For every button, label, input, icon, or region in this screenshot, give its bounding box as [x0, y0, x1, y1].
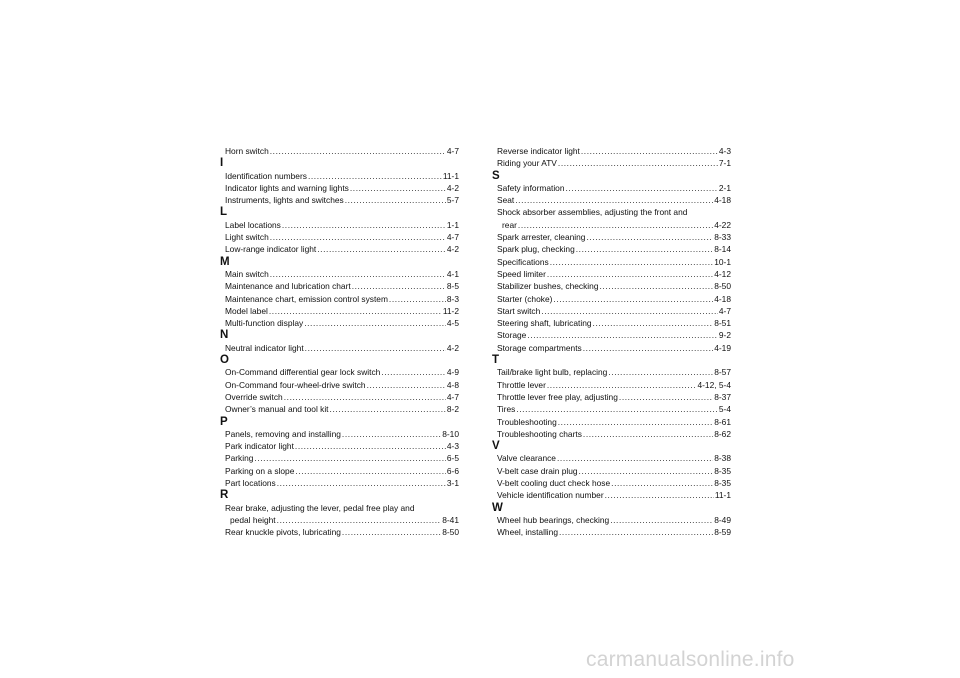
index-entry-page: 10-1 — [714, 256, 731, 267]
index-entry-page: 8-35 — [714, 465, 731, 476]
dot-leader — [342, 428, 441, 440]
index-entry-text: Spark plug, checking — [497, 244, 575, 255]
index-entry-text: Low-range indicator light — [225, 244, 317, 255]
dot-leader — [308, 170, 442, 182]
index-entry-text: Reverse indicator light — [497, 146, 580, 156]
index-entry — [225, 342, 459, 354]
index-entry — [497, 416, 731, 428]
index-entry-page: 8-5 — [446, 281, 459, 292]
index-entry — [497, 514, 731, 526]
index-entry-page: 4-5 — [446, 318, 459, 329]
dot-leader — [330, 403, 446, 415]
dot-leader — [352, 280, 446, 292]
index-entry-page: 11-1 — [714, 490, 731, 501]
index-entry — [225, 428, 459, 440]
index-entry-page: 8-59 — [714, 527, 731, 538]
index-entry-text: Storage — [497, 330, 527, 341]
index-entry — [225, 465, 459, 477]
index-entry-page: 4-7 — [446, 391, 459, 402]
dot-leader — [608, 366, 713, 378]
index-entry-page: 8-14 — [714, 244, 731, 255]
index-letter-heading: V — [492, 440, 500, 453]
index-entry — [497, 145, 731, 157]
index-entry-text: Light switch — [225, 232, 269, 243]
index-entry-text: Valve clearance — [497, 453, 556, 464]
dot-leader — [305, 342, 446, 354]
index-entry-page: 3-1 — [446, 478, 459, 489]
index-entry-text: Specifications — [497, 256, 549, 267]
index-entry — [497, 465, 731, 477]
index-entry-page: 4-2 — [446, 342, 459, 353]
dot-leader — [550, 256, 714, 268]
dot-leader — [553, 293, 713, 305]
index-entry — [497, 379, 731, 391]
dot-leader — [605, 489, 714, 501]
index-entry — [225, 182, 459, 194]
index-entry-page: 11-2 — [442, 305, 459, 316]
index-entry — [497, 526, 731, 538]
dot-leader — [547, 379, 697, 391]
dot-leader — [611, 477, 713, 489]
index-entry — [225, 305, 459, 317]
dot-leader — [295, 465, 446, 477]
index-entry-text: Tires — [497, 404, 516, 415]
index-entry-text: Identification numbers — [225, 170, 307, 181]
dot-leader — [558, 157, 718, 169]
dot-leader — [277, 477, 446, 489]
index-entry — [225, 145, 459, 157]
dot-leader — [558, 416, 713, 428]
dot-leader — [593, 317, 714, 329]
index-entry — [497, 280, 731, 292]
index-entry-text: Rear knuckle pivots, lubricating — [225, 527, 341, 538]
dot-leader — [295, 440, 446, 452]
index-entry-page: 4-9 — [446, 367, 459, 378]
index-entry-text: Throttle lever free play, adjusting — [497, 391, 618, 402]
index-entry-text: Parking on a slope — [225, 465, 295, 476]
index-entry-page: 6-5 — [446, 453, 459, 464]
index-entry-text: Riding your ATV — [497, 158, 557, 169]
index-entry-text: Troubleshooting — [497, 416, 557, 427]
index-letter-heading: I — [220, 157, 224, 170]
dot-leader — [304, 317, 446, 329]
index-entry-text: Model label — [225, 305, 268, 316]
index-entry-text: Label locations — [225, 219, 281, 230]
index-entry-text: Multi-function display — [225, 318, 304, 329]
index-entry — [225, 194, 459, 206]
index-entry-page: 8-35 — [714, 478, 731, 489]
index-entry-text: Steering shaft, lubricating — [497, 318, 592, 329]
dot-leader — [583, 428, 713, 440]
index-letter-heading: M — [220, 255, 230, 268]
index-letter-heading: S — [492, 169, 500, 182]
dot-leader — [619, 391, 713, 403]
index-entry-page: 4-2 — [446, 244, 459, 255]
index-entry-page: 2-1 — [718, 182, 731, 193]
index-entry — [497, 329, 731, 341]
index-entry-page: 8-33 — [714, 232, 731, 243]
index-entry-text: Neutral indicator light — [225, 342, 304, 353]
dot-leader — [516, 403, 718, 415]
dot-leader — [559, 526, 713, 538]
dot-leader — [600, 280, 714, 292]
dot-leader — [282, 219, 446, 231]
dot-leader — [518, 219, 713, 231]
index-entry-page: 4-18 — [714, 195, 731, 206]
index-entry-page: 8-49 — [714, 514, 731, 525]
index-entry-text: Wheel, installing — [497, 527, 558, 538]
index-entry-page: 8-38 — [714, 453, 731, 464]
dot-leader — [284, 391, 446, 403]
index-entry-page: 8-10 — [442, 428, 459, 439]
index-entry-text: Horn switch — [225, 146, 269, 156]
index-entry-text: Wheel hub bearings, checking — [497, 514, 610, 525]
dot-leader — [342, 526, 441, 538]
index-entry — [225, 268, 459, 280]
index-entry-text: Storage compartments — [497, 342, 582, 353]
index-entry — [225, 391, 459, 403]
index-entry-page: 4-18 — [714, 293, 731, 304]
index-entry-page: 4-7 — [446, 146, 459, 156]
index-entry-text: Part locations — [225, 478, 276, 489]
index-entry-page: 8-3 — [446, 293, 459, 304]
index-entry-page: 4-3 — [446, 441, 459, 452]
dot-leader — [350, 182, 446, 194]
dot-leader — [367, 379, 446, 391]
index-entry — [497, 366, 731, 378]
index-column-left — [220, 145, 459, 539]
index-entry-text: Troubleshooting charts — [497, 428, 582, 439]
dot-leader — [579, 465, 714, 477]
index-entry-page: 8-41 — [442, 514, 459, 525]
index-entry-page: 5-7 — [446, 195, 459, 206]
index-entry — [225, 452, 459, 464]
index-entry-text: Main switch — [225, 268, 269, 279]
index-entry-page: 4-22 — [714, 219, 731, 230]
watermark: carmanualsonline.info — [586, 648, 795, 671]
index-letter-heading: O — [220, 354, 229, 367]
index-entry-page: 8-51 — [714, 318, 731, 329]
index-entry-page: 11-1 — [442, 170, 459, 181]
index-entry — [497, 391, 731, 403]
dot-leader — [583, 342, 714, 354]
index-entry-text: V-belt cooling duct check hose — [497, 478, 611, 489]
index-entry — [497, 317, 731, 329]
index-entry-page: 9-2 — [718, 330, 731, 341]
dot-leader — [269, 305, 442, 317]
index-letter-heading: R — [220, 489, 229, 502]
index-entry-text: Stabilizer bushes, checking — [497, 281, 599, 292]
index-entry-page: 8-62 — [714, 428, 731, 439]
index-entry-page: 1-1 — [446, 219, 459, 230]
index-letter-heading: L — [220, 206, 228, 219]
index-entry-text: Park indicator light — [225, 441, 294, 452]
index-entry — [497, 452, 731, 464]
dot-leader — [586, 231, 713, 243]
index-entry-text: Indicator lights and warning lights — [225, 182, 349, 193]
index-entry-text: Spark arrester, cleaning — [497, 232, 586, 243]
index-entry-page: 4-3 — [718, 146, 731, 156]
dot-leader — [557, 452, 713, 464]
index-entry-page: 4-2 — [446, 182, 459, 193]
index-entry-text: Parking — [225, 453, 254, 464]
index-entry-page: 4-8 — [446, 379, 459, 390]
index-entry-text: Owner’s manual and tool kit — [225, 404, 329, 415]
index-entry — [497, 268, 731, 280]
index-entry-text: Maintenance chart, emission control system — [225, 293, 388, 304]
index-entry-page: 4-19 — [714, 342, 731, 353]
index-entry — [225, 366, 459, 378]
index-entry-page: 4-7 — [718, 305, 731, 316]
index-entry — [225, 526, 459, 538]
index-entry-text: Starter (choke) — [497, 293, 553, 304]
index-entry-text: On-Command differential gear lock switch — [225, 367, 381, 378]
index-entry-page: 5-4 — [718, 404, 731, 415]
index-entry-page: 4-1 — [446, 268, 459, 279]
dot-leader — [345, 194, 446, 206]
dot-leader — [576, 243, 713, 255]
dot-leader — [381, 366, 446, 378]
index-entry-line: Shock absorber assemblies, adjusting the front and — [497, 207, 688, 218]
index-entry-page: 8-61 — [714, 416, 731, 427]
dot-leader — [277, 514, 442, 526]
dot-leader — [547, 268, 713, 280]
index-entry — [497, 428, 731, 440]
index-letter-heading: T — [492, 354, 500, 367]
index-letter-heading: N — [220, 329, 229, 342]
index-entry — [225, 403, 459, 415]
dot-leader — [270, 268, 446, 280]
index-entry-text: rear — [502, 219, 517, 230]
index-letter-heading: W — [492, 501, 503, 514]
index-entry-text: Maintenance and lubrication chart — [225, 281, 351, 292]
index-entry — [497, 293, 731, 305]
dot-leader — [527, 329, 718, 341]
dot-leader — [566, 182, 718, 194]
index-entry — [225, 280, 459, 292]
dot-leader — [541, 305, 718, 317]
index-entry-text: On-Command four-wheel-drive switch — [225, 379, 366, 390]
index-entry — [225, 170, 459, 182]
index-entry-text: Instruments, lights and switches — [225, 195, 344, 206]
index-entry-page: 6-6 — [446, 465, 459, 476]
index-entry — [497, 157, 731, 169]
index-letter-heading: P — [220, 415, 228, 428]
dot-leader — [270, 231, 446, 243]
index-entry-text: Override switch — [225, 391, 283, 402]
index-entry-text: Seat — [497, 195, 515, 206]
index-entry-text: V-belt case drain plug — [497, 465, 578, 476]
index-entry-text: Start switch — [497, 305, 541, 316]
index-entry — [225, 379, 459, 391]
index-entry-page: 8-2 — [446, 404, 459, 415]
index-entry-page: 8-50 — [714, 281, 731, 292]
index-entry-text: Speed limiter — [497, 268, 546, 279]
dot-leader — [581, 145, 718, 157]
dot-leader — [270, 145, 446, 157]
index-entry-text: pedal height — [230, 514, 276, 525]
index-entry-line: Rear brake, adjusting the lever, pedal free play and — [225, 502, 415, 513]
index-entry-page: 4-7 — [446, 232, 459, 243]
dot-leader — [389, 293, 446, 305]
index-entry — [497, 403, 731, 415]
index-entry-text: Throttle lever — [497, 379, 546, 390]
index-entry-page: 4-12, 5-4 — [697, 379, 731, 390]
index-entry — [497, 194, 731, 206]
index-entry — [497, 342, 731, 354]
index-entry — [497, 256, 731, 268]
index-entry — [497, 243, 731, 255]
index-entry — [225, 219, 459, 231]
dot-leader — [610, 514, 713, 526]
index-entry — [225, 317, 459, 329]
index-entry — [225, 477, 459, 489]
dot-leader — [317, 243, 446, 255]
index-entry — [497, 182, 731, 194]
index-entry-page: 8-57 — [714, 367, 731, 378]
index-entry — [225, 440, 459, 452]
index-entry-page: 7-1 — [718, 158, 731, 169]
index-entry-text: Panels, removing and installing — [225, 428, 341, 439]
index-entry-text: Tail/brake light bulb, replacing — [497, 367, 608, 378]
dot-leader — [254, 452, 445, 464]
index-entry-text: Safety information — [497, 182, 565, 193]
index-entry — [225, 231, 459, 243]
dot-leader — [515, 194, 713, 206]
index-entry — [497, 477, 731, 489]
index-entry — [225, 243, 459, 255]
index-entry — [497, 305, 731, 317]
index-entry — [502, 219, 731, 231]
index-column-right — [492, 145, 731, 539]
index-entry-page: 8-37 — [714, 391, 731, 402]
index-entry-page: 4-12 — [714, 268, 731, 279]
index-entry — [497, 489, 731, 501]
index-entry — [497, 231, 731, 243]
index-entry-text: Vehicle identification number — [497, 490, 604, 501]
index-entry-page: 8-50 — [442, 527, 459, 538]
index-entry — [230, 514, 459, 526]
index-entry — [225, 293, 459, 305]
